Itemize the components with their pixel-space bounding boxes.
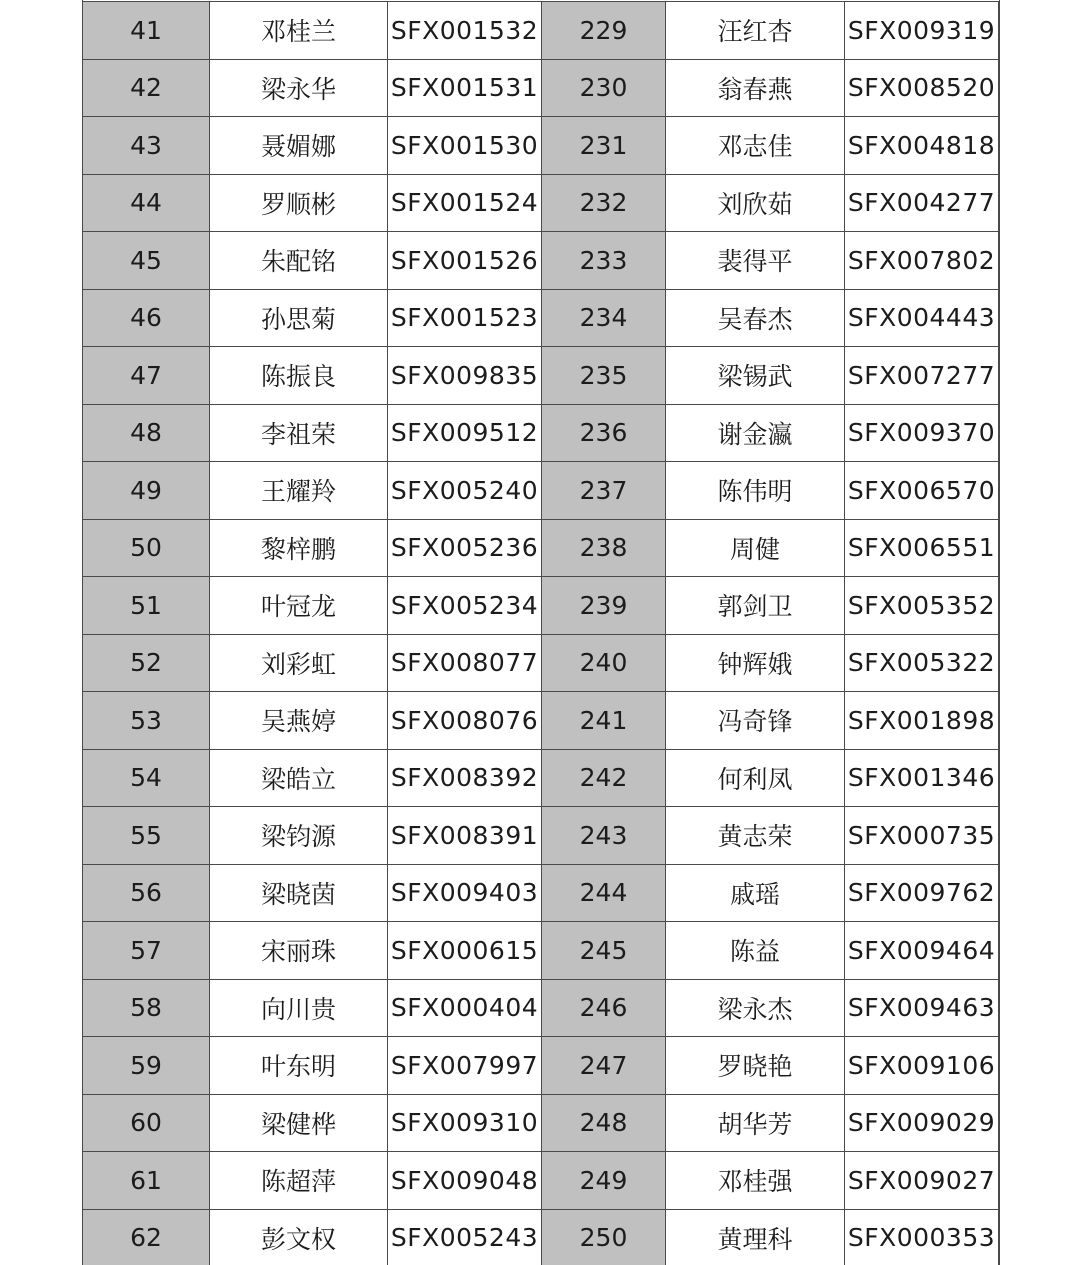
right-name-cell: 陈益 bbox=[666, 922, 845, 980]
right-index-cell: 242 bbox=[542, 749, 666, 807]
left-name-cell: 梁晓茵 bbox=[210, 864, 388, 922]
right-code-cell: SFX009464 bbox=[845, 922, 999, 980]
left-index-cell: 56 bbox=[83, 864, 210, 922]
right-index-cell: 246 bbox=[542, 979, 666, 1037]
left-name-cell: 王耀羚 bbox=[210, 462, 388, 520]
right-code-cell: SFX007802 bbox=[845, 232, 999, 290]
left-code-cell: SFX005236 bbox=[388, 519, 542, 577]
left-code-cell: SFX005243 bbox=[388, 1209, 542, 1265]
left-code-cell: SFX009512 bbox=[388, 404, 542, 462]
left-code-cell: SFX008076 bbox=[388, 692, 542, 750]
left-code-cell: SFX001530 bbox=[388, 117, 542, 175]
table-row bbox=[83, 59, 999, 117]
table-row bbox=[83, 404, 999, 462]
right-index-cell: 249 bbox=[542, 1152, 666, 1210]
left-code-cell: SFX005240 bbox=[388, 462, 542, 520]
left-code-cell: SFX007997 bbox=[388, 1037, 542, 1095]
right-index-cell: 241 bbox=[542, 692, 666, 750]
table-row bbox=[83, 174, 999, 232]
table-row bbox=[83, 347, 999, 405]
right-index-cell: 229 bbox=[542, 2, 666, 60]
right-code-cell: SFX004443 bbox=[845, 289, 999, 347]
right-code-cell: SFX009027 bbox=[845, 1152, 999, 1210]
left-code-cell: SFX001524 bbox=[388, 174, 542, 232]
left-code-cell: SFX009048 bbox=[388, 1152, 542, 1210]
table-row bbox=[83, 922, 999, 980]
right-index-cell: 240 bbox=[542, 634, 666, 692]
right-index-cell: 236 bbox=[542, 404, 666, 462]
roster-sheet bbox=[82, 0, 1000, 1265]
right-index-cell: 245 bbox=[542, 922, 666, 980]
right-index-cell: 233 bbox=[542, 232, 666, 290]
table-row bbox=[83, 749, 999, 807]
right-code-cell: SFX004277 bbox=[845, 174, 999, 232]
right-code-cell: SFX001346 bbox=[845, 749, 999, 807]
right-name-cell: 钟辉娥 bbox=[666, 634, 845, 692]
right-name-cell: 周健 bbox=[666, 519, 845, 577]
right-index-cell: 244 bbox=[542, 864, 666, 922]
left-name-cell: 陈振良 bbox=[210, 347, 388, 405]
right-code-cell: SFX006570 bbox=[845, 462, 999, 520]
left-code-cell: SFX009403 bbox=[388, 864, 542, 922]
left-code-cell: SFX008391 bbox=[388, 807, 542, 865]
left-code-cell: SFX005234 bbox=[388, 577, 542, 635]
right-name-cell: 戚瑶 bbox=[666, 864, 845, 922]
right-name-cell: 郭剑卫 bbox=[666, 577, 845, 635]
right-code-cell: SFX008520 bbox=[845, 59, 999, 117]
left-index-cell: 41 bbox=[83, 2, 210, 60]
table-row bbox=[83, 1094, 999, 1152]
left-index-cell: 50 bbox=[83, 519, 210, 577]
right-name-cell: 邓桂强 bbox=[666, 1152, 845, 1210]
right-index-cell: 231 bbox=[542, 117, 666, 175]
left-index-cell: 58 bbox=[83, 979, 210, 1037]
table-row bbox=[83, 1037, 999, 1095]
right-index-cell: 247 bbox=[542, 1037, 666, 1095]
left-code-cell: SFX001523 bbox=[388, 289, 542, 347]
right-code-cell: SFX009762 bbox=[845, 864, 999, 922]
right-code-cell: SFX009106 bbox=[845, 1037, 999, 1095]
left-index-cell: 45 bbox=[83, 232, 210, 290]
table-row bbox=[83, 692, 999, 750]
right-name-cell: 刘欣茹 bbox=[666, 174, 845, 232]
left-name-cell: 黎梓鹏 bbox=[210, 519, 388, 577]
table-row bbox=[83, 2, 999, 60]
left-index-cell: 53 bbox=[83, 692, 210, 750]
table-row bbox=[83, 577, 999, 635]
table-row bbox=[83, 634, 999, 692]
right-name-cell: 翁春燕 bbox=[666, 59, 845, 117]
left-name-cell: 叶冠龙 bbox=[210, 577, 388, 635]
right-index-cell: 234 bbox=[542, 289, 666, 347]
left-code-cell: SFX001526 bbox=[388, 232, 542, 290]
right-name-cell: 吴春杰 bbox=[666, 289, 845, 347]
right-name-cell: 汪红杏 bbox=[666, 2, 845, 60]
right-code-cell: SFX005322 bbox=[845, 634, 999, 692]
left-name-cell: 吴燕婷 bbox=[210, 692, 388, 750]
left-index-cell: 47 bbox=[83, 347, 210, 405]
right-index-cell: 237 bbox=[542, 462, 666, 520]
right-index-cell: 239 bbox=[542, 577, 666, 635]
table-row bbox=[83, 1152, 999, 1210]
left-name-cell: 宋丽珠 bbox=[210, 922, 388, 980]
left-code-cell: SFX000404 bbox=[388, 979, 542, 1037]
table-row bbox=[83, 289, 999, 347]
table-row bbox=[83, 117, 999, 175]
left-index-cell: 51 bbox=[83, 577, 210, 635]
left-index-cell: 57 bbox=[83, 922, 210, 980]
left-name-cell: 梁健桦 bbox=[210, 1094, 388, 1152]
right-index-cell: 232 bbox=[542, 174, 666, 232]
roster-table bbox=[82, 1, 999, 1265]
right-index-cell: 243 bbox=[542, 807, 666, 865]
table-row bbox=[83, 232, 999, 290]
right-index-cell: 235 bbox=[542, 347, 666, 405]
left-name-cell: 朱配铭 bbox=[210, 232, 388, 290]
left-name-cell: 刘彩虹 bbox=[210, 634, 388, 692]
left-index-cell: 43 bbox=[83, 117, 210, 175]
left-index-cell: 54 bbox=[83, 749, 210, 807]
right-code-cell: SFX004818 bbox=[845, 117, 999, 175]
left-code-cell: SFX009310 bbox=[388, 1094, 542, 1152]
right-code-cell: SFX009029 bbox=[845, 1094, 999, 1152]
right-code-cell: SFX000353 bbox=[845, 1209, 999, 1265]
right-name-cell: 梁锡武 bbox=[666, 347, 845, 405]
left-index-cell: 59 bbox=[83, 1037, 210, 1095]
table-row bbox=[83, 1209, 999, 1265]
right-name-cell: 梁永杰 bbox=[666, 979, 845, 1037]
right-code-cell: SFX001898 bbox=[845, 692, 999, 750]
left-name-cell: 邓桂兰 bbox=[210, 2, 388, 60]
right-code-cell: SFX009463 bbox=[845, 979, 999, 1037]
left-name-cell: 孙思菊 bbox=[210, 289, 388, 347]
left-code-cell: SFX001531 bbox=[388, 59, 542, 117]
right-name-cell: 胡华芳 bbox=[666, 1094, 845, 1152]
right-name-cell: 陈伟明 bbox=[666, 462, 845, 520]
right-name-cell: 黄理科 bbox=[666, 1209, 845, 1265]
left-code-cell: SFX009835 bbox=[388, 347, 542, 405]
right-index-cell: 250 bbox=[542, 1209, 666, 1265]
right-index-cell: 248 bbox=[542, 1094, 666, 1152]
table-row bbox=[83, 979, 999, 1037]
right-name-cell: 邓志佳 bbox=[666, 117, 845, 175]
left-name-cell: 彭文权 bbox=[210, 1209, 388, 1265]
left-index-cell: 44 bbox=[83, 174, 210, 232]
left-name-cell: 梁永华 bbox=[210, 59, 388, 117]
right-name-cell: 冯奇锋 bbox=[666, 692, 845, 750]
right-code-cell: SFX009370 bbox=[845, 404, 999, 462]
left-code-cell: SFX000615 bbox=[388, 922, 542, 980]
left-name-cell: 罗顺彬 bbox=[210, 174, 388, 232]
right-name-cell: 何利凤 bbox=[666, 749, 845, 807]
left-index-cell: 49 bbox=[83, 462, 210, 520]
left-index-cell: 52 bbox=[83, 634, 210, 692]
left-index-cell: 60 bbox=[83, 1094, 210, 1152]
table-row bbox=[83, 864, 999, 922]
right-code-cell: SFX000735 bbox=[845, 807, 999, 865]
right-name-cell: 裴得平 bbox=[666, 232, 845, 290]
right-index-cell: 238 bbox=[542, 519, 666, 577]
left-code-cell: SFX001532 bbox=[388, 2, 542, 60]
left-index-cell: 55 bbox=[83, 807, 210, 865]
right-code-cell: SFX005352 bbox=[845, 577, 999, 635]
left-name-cell: 聂媚娜 bbox=[210, 117, 388, 175]
right-code-cell: SFX006551 bbox=[845, 519, 999, 577]
left-name-cell: 向川贵 bbox=[210, 979, 388, 1037]
table-row bbox=[83, 807, 999, 865]
table-row bbox=[83, 519, 999, 577]
left-index-cell: 62 bbox=[83, 1209, 210, 1265]
right-code-cell: SFX007277 bbox=[845, 347, 999, 405]
right-code-cell: SFX009319 bbox=[845, 2, 999, 60]
left-index-cell: 48 bbox=[83, 404, 210, 462]
left-index-cell: 42 bbox=[83, 59, 210, 117]
right-name-cell: 黄志荣 bbox=[666, 807, 845, 865]
left-name-cell: 叶东明 bbox=[210, 1037, 388, 1095]
left-code-cell: SFX008392 bbox=[388, 749, 542, 807]
left-code-cell: SFX008077 bbox=[388, 634, 542, 692]
roster-table-body bbox=[83, 2, 999, 1265]
table-row bbox=[83, 462, 999, 520]
left-name-cell: 李祖荣 bbox=[210, 404, 388, 462]
left-name-cell: 陈超萍 bbox=[210, 1152, 388, 1210]
left-index-cell: 61 bbox=[83, 1152, 210, 1210]
left-index-cell: 46 bbox=[83, 289, 210, 347]
right-name-cell: 罗晓艳 bbox=[666, 1037, 845, 1095]
right-name-cell: 谢金瀛 bbox=[666, 404, 845, 462]
right-index-cell: 230 bbox=[542, 59, 666, 117]
left-name-cell: 梁皓立 bbox=[210, 749, 388, 807]
left-name-cell: 梁钧源 bbox=[210, 807, 388, 865]
